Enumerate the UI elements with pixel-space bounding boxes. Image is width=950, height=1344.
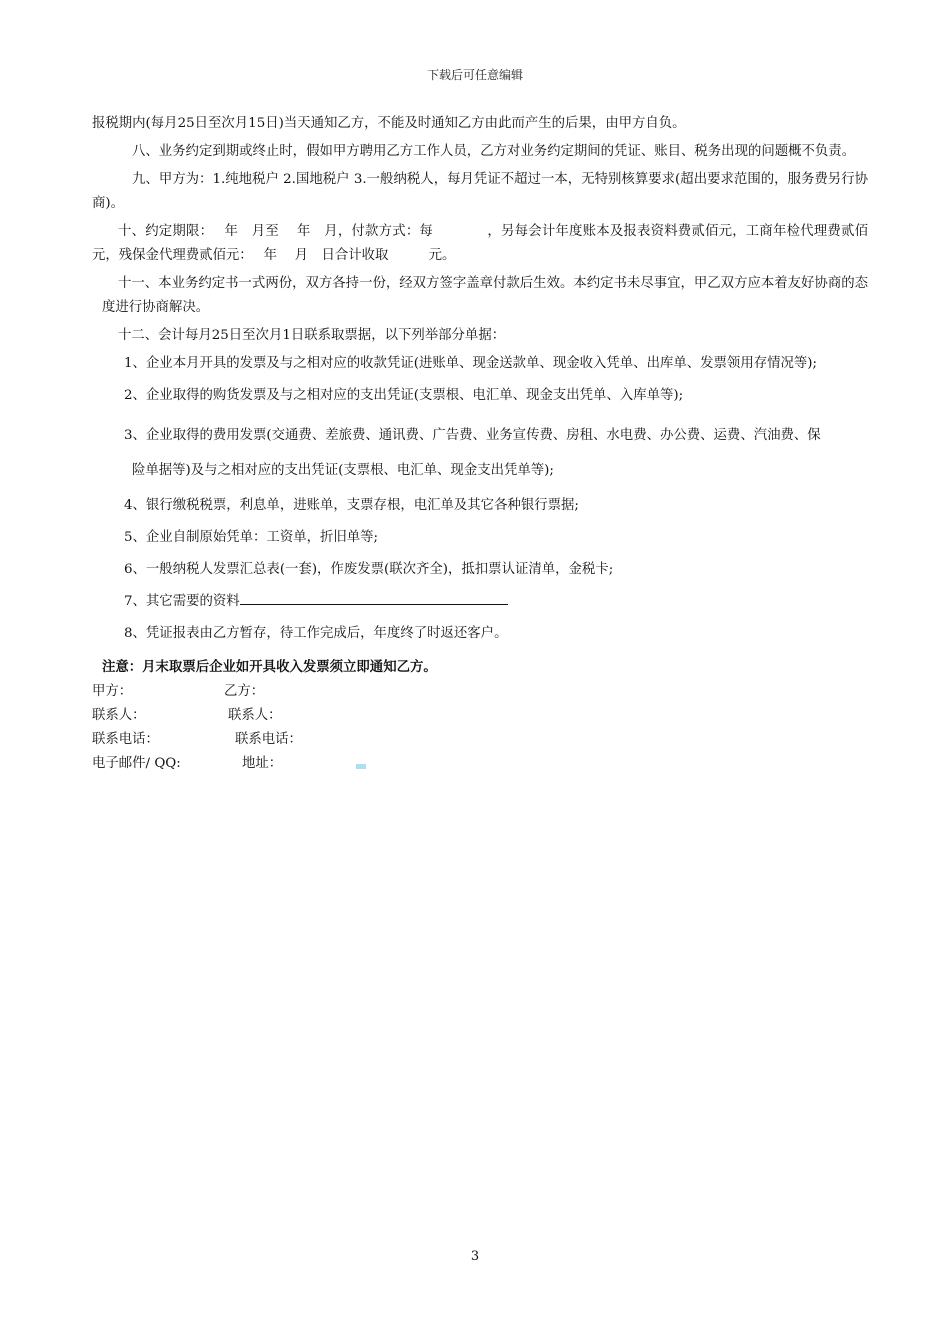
list-item-1: 1、企业本月开具的发票及与之相对应的收款凭证(进账单、现金送款单、现金收入凭单、出库单、发票领用存情况等); — [124, 356, 818, 371]
paragraph-clause-12: 十二、会计每月25日至次月1日联系取票据，以下列举部分单据： — [118, 328, 506, 343]
list-item-8: 8、凭证报表由乙方暂存，待工作完成后，年度终了时返还客户。 — [124, 626, 508, 641]
list-item-7-label: 7、其它需要的资料 — [124, 594, 240, 609]
party-b-label: 乙方： — [224, 684, 265, 699]
address-b-label: 地址： — [242, 756, 283, 771]
signature-row-party — [92, 680, 868, 704]
page-number: 3 — [470, 1249, 480, 1264]
paragraph-clause-8: 八、业务约定到期或终止时，假如甲方聘用乙方工作人员，乙方对业务约定期间的凭证、账目、税务出现的问题概不负责。 — [132, 144, 856, 159]
phone-a-label: 联系电话： — [92, 732, 159, 747]
party-a-label: 甲方： — [92, 684, 133, 699]
contact-a-label: 联系人： — [92, 708, 146, 723]
blank-underline — [240, 590, 508, 605]
document-body — [92, 112, 868, 776]
paragraph-clause-9: 九、甲方为：1.纯地税户 2.国地税户 3.一般纳税人，每月凭证不超过一本，无特别核算要求(超出要求范围的，服务费另行协商)。 — [92, 172, 868, 211]
paragraph-tax-period: 报税期内(每月25日至次月15日)当天通知乙方，不能及时通知乙方由此而产生的后果，由甲方自负。 — [92, 116, 686, 131]
list-item-5: 5、企业自制原始凭单：工资单，折旧单等; — [124, 530, 379, 545]
phone-b-label: 联系电话： — [235, 732, 302, 747]
signature-row-contact — [92, 704, 868, 728]
paragraph-clause-10: 十、约定期限： 年 月至 年 月，付款方式：每 ，另每会计年度账本及报表资料费贰佰元，工商年检代理费贰佰元，残保金代理费贰佰元： 年 月 日合计收取 元。 — [92, 224, 868, 263]
list-item-3-continued: 险单据等)及与之相对应的支出凭证(支票根、电汇单、现金支出凭单等); — [132, 463, 554, 478]
highlight-marker — [356, 764, 366, 769]
signature-row-email — [92, 752, 868, 776]
list-item-6: 6、一般纳税人发票汇总表(一套)，作废发票(联次齐全)，抵扣票认证清单，金税卡; — [124, 562, 614, 577]
list-item-4: 4、银行缴税税票，利息单，进账单，支票存根，电汇单及其它各种银行票据; — [124, 498, 579, 513]
list-item-3: 3、企业取得的费用发票(交通费、差旅费、通讯费、广告费、业务宣传费、房租、水电费、办公费、运费、汽油费、保 — [124, 428, 821, 443]
page-header: 下载后可任意编辑 — [426, 68, 523, 82]
paragraph-clause-11: 十一、本业务约定书一式两份，双方各持一份，经双方签字盖章付款后生效。本约定书未尽事宜，甲乙双方应本着友好协商的态度进行协商解决。 — [102, 276, 868, 315]
email-a-label: 电子邮件/ QQ: — [92, 756, 181, 771]
list-item-7 — [92, 590, 868, 614]
signature-row-phone — [92, 728, 868, 752]
list-item-2: 2、企业取得的购货发票及与之相对应的支出凭证(支票根、电汇单、现金支出凭单、入库单等); — [124, 388, 684, 403]
contact-b-label: 联系人： — [228, 708, 282, 723]
notice-text: 注意：月末取票后企业如开具收入发票须立即通知乙方。 — [102, 659, 437, 675]
